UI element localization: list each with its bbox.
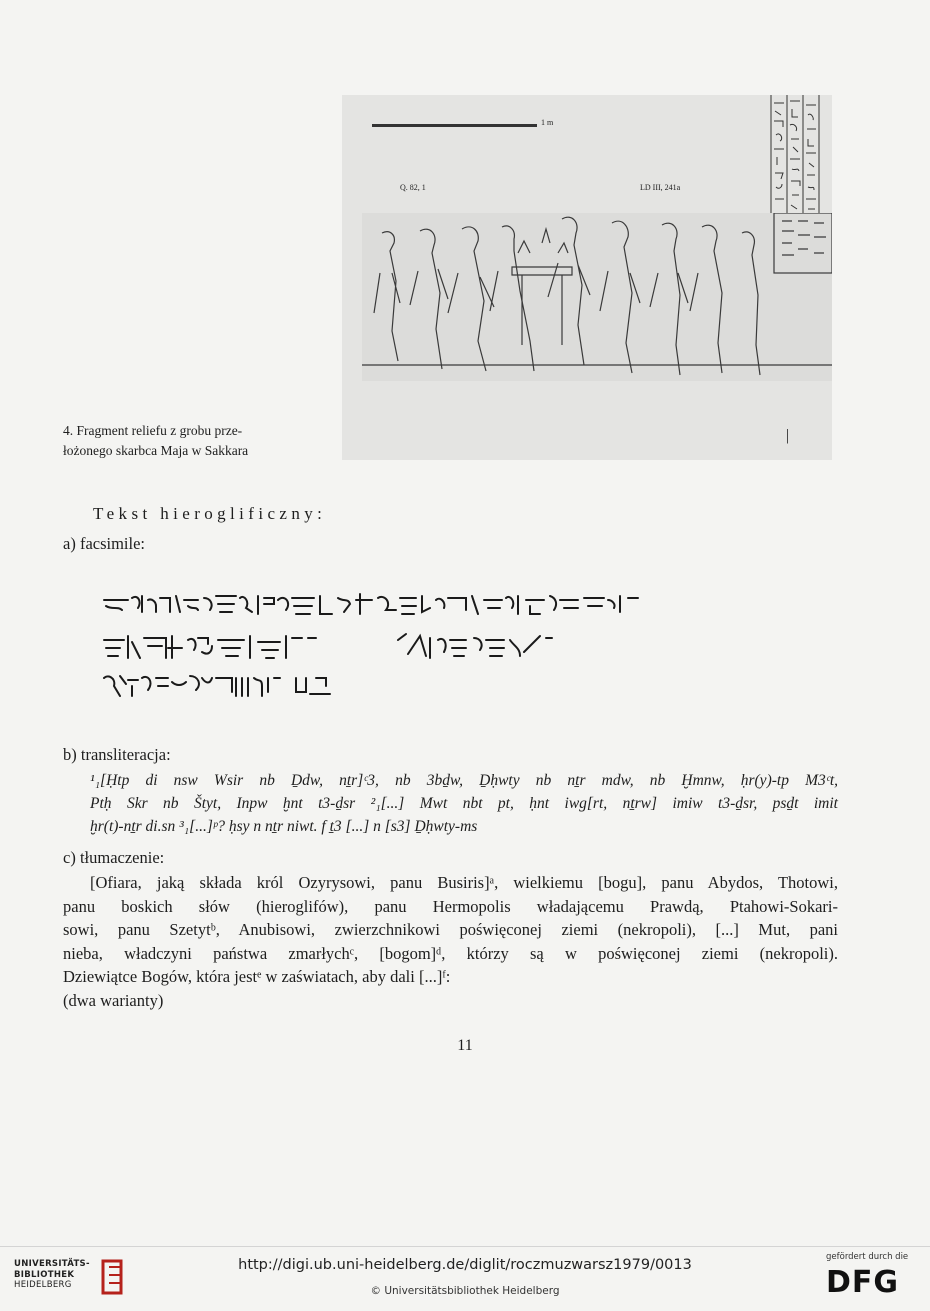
- item-b-label: b) transliteracja:: [63, 745, 171, 764]
- translation-line: panu boskich słów (hieroglifów), panu Hermopolis władającemu Prawdą, Ptahowi-Sokari-: [63, 896, 838, 916]
- scale-label: 1 m: [541, 118, 554, 127]
- figure-label-right: LD III, 241a: [640, 183, 681, 192]
- transliteration-line: ḫr(t)-nṯr di.sn ³₁[...]ᵖ? ḥsy n nṯr niwt. f ṯ3 [...] n [s3] Ḏḥwty-ms: [90, 818, 478, 835]
- hieroglyph-columns-image: [767, 95, 829, 217]
- relief-scene-image: [362, 213, 832, 381]
- translation-line: sowi, panu Szetytᵇ, Anubisowi, zwierzchnikowi poświęconej ziemi (nekropoli), [...] Mut, pani: [63, 920, 838, 939]
- caption-line: 4. Fragment reliefu z grobu prze-: [63, 423, 243, 438]
- hieroglyph-facsimile-image: [98, 590, 648, 710]
- logo-line: HEIDELBERG: [14, 1280, 72, 1290]
- translation-line: (dwa warianty): [63, 990, 164, 1010]
- dfg-funding-label: gefördert durch die: [826, 1252, 909, 1262]
- figure-mark: |: [786, 427, 790, 444]
- footer-bar: [0, 1246, 930, 1311]
- transliteration-line: Ptḥ Skr nb Štyt, Inpw ḫnt t3-ḏsr ²₁[...] Mwt nbt pt, ḥnt iwg[rt, nṯrw] imiw t3-ḏsr, psḏt imit: [90, 795, 838, 812]
- permalink-url[interactable]: http://digi.ub.uni-heidelberg.de/diglit/roczmuzwarsz1979/0013: [238, 1257, 692, 1273]
- copyright-notice: © Universitätsbibliothek Heidelberg: [370, 1285, 560, 1297]
- dfg-logo[interactable]: DFG: [826, 1265, 900, 1300]
- section-heading: Tekst hieroglificzny:: [93, 504, 327, 523]
- transliteration-block: [90, 769, 838, 838]
- scale-bar: [372, 124, 537, 127]
- page-number: 11: [457, 1037, 473, 1054]
- translation-line: [Ofiara, jaką składa król Ozyrysowi, panu Busiris]ᵃ, wielkiemu [bogu], panu Abydos, Thotowi,: [90, 873, 838, 892]
- figure-label-left: Q. 82, 1: [400, 183, 426, 192]
- caption-line: łożonego skarbca Maja w Sakkara: [63, 443, 249, 458]
- item-a-label: a) facsimile:: [63, 534, 146, 553]
- translation-block: [63, 871, 838, 1012]
- translation-line: nieba, władczyni państwa zmarłychᶜ, [bogom]ᵈ, którzy są w poświęconej ziemi (nekropoli).: [63, 943, 838, 963]
- figure-caption: [63, 421, 313, 461]
- translation-line: Dziewiątce Bogów, która jestᵉ w zaświatach, aby dali [...]ᶠ:: [63, 967, 451, 986]
- logo-line: UNIVERSITÄTS-: [14, 1259, 90, 1269]
- logo-line: BIBLIOTHEK: [14, 1269, 75, 1280]
- transliteration-line: ¹₁[Ḥtp di nsw Wsir nb Ḏdw, nṯr]ᶜ3, nb 3bḏw, Ḏḥwty nb nṯr mdw, nb Ḫmnw, ḥr(y)-tp M3ᶜt,: [90, 772, 838, 789]
- relief-figure: [342, 95, 832, 460]
- item-c-label: c) tłumaczenie:: [63, 848, 165, 867]
